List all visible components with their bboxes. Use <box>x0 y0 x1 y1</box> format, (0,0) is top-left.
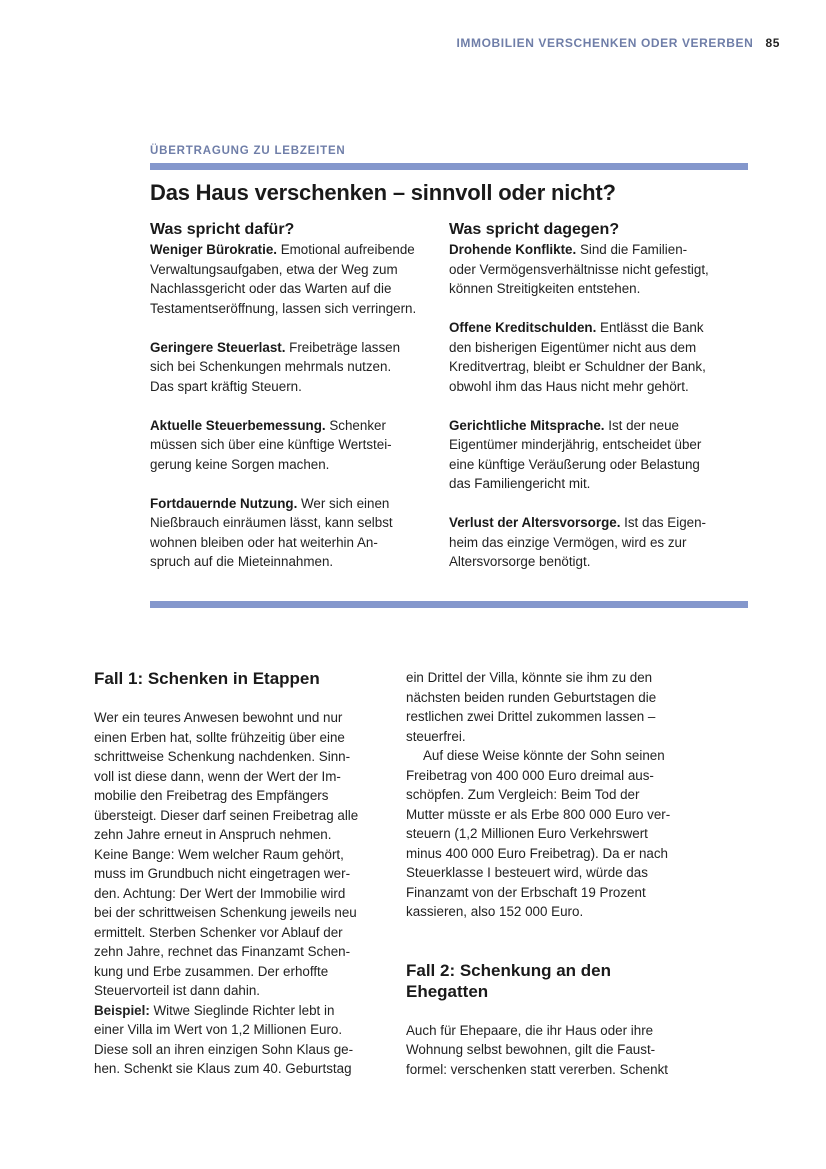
page-number: 85 <box>765 36 780 50</box>
item-lead: Verlust der Altersvorsorge. <box>449 515 621 530</box>
pro-contra-box <box>150 145 748 572</box>
item-lead: Drohende Konflikte. <box>449 242 577 257</box>
item-lead: Geringere Steuerlast. <box>150 339 286 355</box>
example-lead: Beispiel: <box>94 1002 150 1018</box>
pro-heading: Was spricht dafür? <box>150 221 295 238</box>
item-text: Freibeträge lassen sich bei Schenkungen mehrmals nutzen. Das spart kräftig Steuern. <box>150 339 401 394</box>
contra-item <box>449 240 748 299</box>
contra-item <box>449 513 748 572</box>
contra-heading: Was spricht dagegen? <box>449 221 620 238</box>
case1-heading: Fall 1: Schenken in Etappen <box>94 669 320 688</box>
case1-comparison: Auf diese Weise könnte der Sohn seinen Freibetrag von 400 000 Euro dreimal aus- schöpfen. Zum Vergleich: Beim Tod der Mutter müsste er als Erbe 800 000 Euro ver- steuern (1,2 Millionen Euro Verkehrswert minus 400 000 Euro Freibetrag). Da er nach Steuerklasse I besteuert wird, würde das Finanzamt von der Erbschaft 19 Prozent kassieren, also 152 000 Euro. <box>406 748 671 919</box>
item-text: Ist der neue Eigentümer minderjährig, entscheidet über eine künftige Veräußerung oder Belastung das Familiengericht mit. <box>449 417 702 491</box>
box-title: Das Haus verschenken – sinnvoll oder nicht? <box>150 180 616 205</box>
item-text: Emotional aufreibende Verwaltungsaufgaben, etwa der Weg zum Nachlassgericht oder das Warten auf die Testamentseröffnung, lassen sich verringern. <box>150 242 417 316</box>
case1-example <box>94 1001 379 1079</box>
item-lead: Weniger Bürokratie. <box>150 242 277 257</box>
item-text: Schenker müssen sich über eine künftige Wertstei- gerung keine Sorgen machen. <box>150 417 392 472</box>
item-lead: Offene Kreditschulden. <box>449 320 597 335</box>
example-text: Witwe Sieglinde Richter lebt in einer Villa im Wert von 1,2 Millionen Euro. Diese soll an ihren einzigen Sohn Klaus ge- hen. Schenkt sie Klaus zum 40. Geburtstag <box>94 1002 354 1076</box>
item-text: Sind die Familien- oder Vermögensverhältnisse nicht gefestigt, können Streitigkeiten entstehen. <box>449 242 709 296</box>
case2-paragraph: Auch für Ehepaare, die ihr Haus oder ihre Wohnung selbst bewohnen, gilt die Faust- formel: verschenken statt vererben. Schenkt <box>406 1022 668 1077</box>
item-lead: Gerichtliche Mitsprache. <box>449 417 605 433</box>
item-text: Ist das Eigen- heim das einzige Vermögen, wird es zur Altersvorsorge benötigt. <box>449 515 707 569</box>
body-column-left <box>94 668 379 1079</box>
pro-column <box>150 220 449 572</box>
pro-item <box>150 416 449 475</box>
pro-item <box>150 240 449 318</box>
case1-paragraph: Wer ein teures Anwesen bewohnt und nur einen Erben hat, sollte frühzeitig über eine schrittweise Schenkung nachdenken. Sinn- voll ist diese dann, wenn der Wert der Im- mobilie den Freibetrag des Empfängers übersteigt. Dieser darf seinen Freibetrag alle zehn Jahre erneut in Anspruch nehmen. Keine Bange: Wem welcher Raum gehört, muss im Grundbuch nicht eingetragen wer- den. Achtung: Der Wert der Immobilie wird bei der schrittweisen Schenkung jeweils neu ermittelt. Sterben Schenker vor Ablauf der zehn Jahre, rechnet das Finanzamt Schen- kung und Erbe zusammen. Der erhoffte Steuervorteil ist dann dahin. <box>94 710 359 998</box>
item-lead: Aktuelle Steuerbemessung. <box>150 417 326 433</box>
item-text: Wer sich einen Nießbrauch einräumen lässt, kann selbst wohnen bleiben oder hat weiterhin An- spruch auf die Mieteinnahmen. <box>150 495 393 569</box>
running-header <box>456 36 780 50</box>
box-bottom-rule <box>150 601 748 608</box>
pro-item <box>150 338 449 397</box>
case1-continuation: ein Drittel der Villa, könnte sie ihm zu den nächsten beiden runden Geburtstagen die restlichen zwei Drittel zukommen lassen – steuerfrei. <box>406 670 657 744</box>
contra-item <box>449 318 748 396</box>
running-title: IMMOBILIEN VERSCHENKEN ODER VERERBEN <box>456 36 754 50</box>
item-lead: Fortdauernde Nutzung. <box>150 495 298 511</box>
contra-item <box>449 416 748 494</box>
pro-item <box>150 494 449 572</box>
contra-column <box>449 220 748 572</box>
box-kicker: ÜBERTRAGUNG ZU LEBZEITEN <box>150 145 346 157</box>
box-top-rule <box>150 163 748 170</box>
case2-heading: Fall 2: Schenkung an den Ehegatten <box>406 960 611 1001</box>
item-text: Entlässt die Bank den bisherigen Eigentümer nicht aus dem Kreditvertrag, bleibt er Schuldner der Bank, obwohl ihm das Haus nicht mehr gehört. <box>449 320 706 394</box>
body-column-right <box>406 668 696 1079</box>
